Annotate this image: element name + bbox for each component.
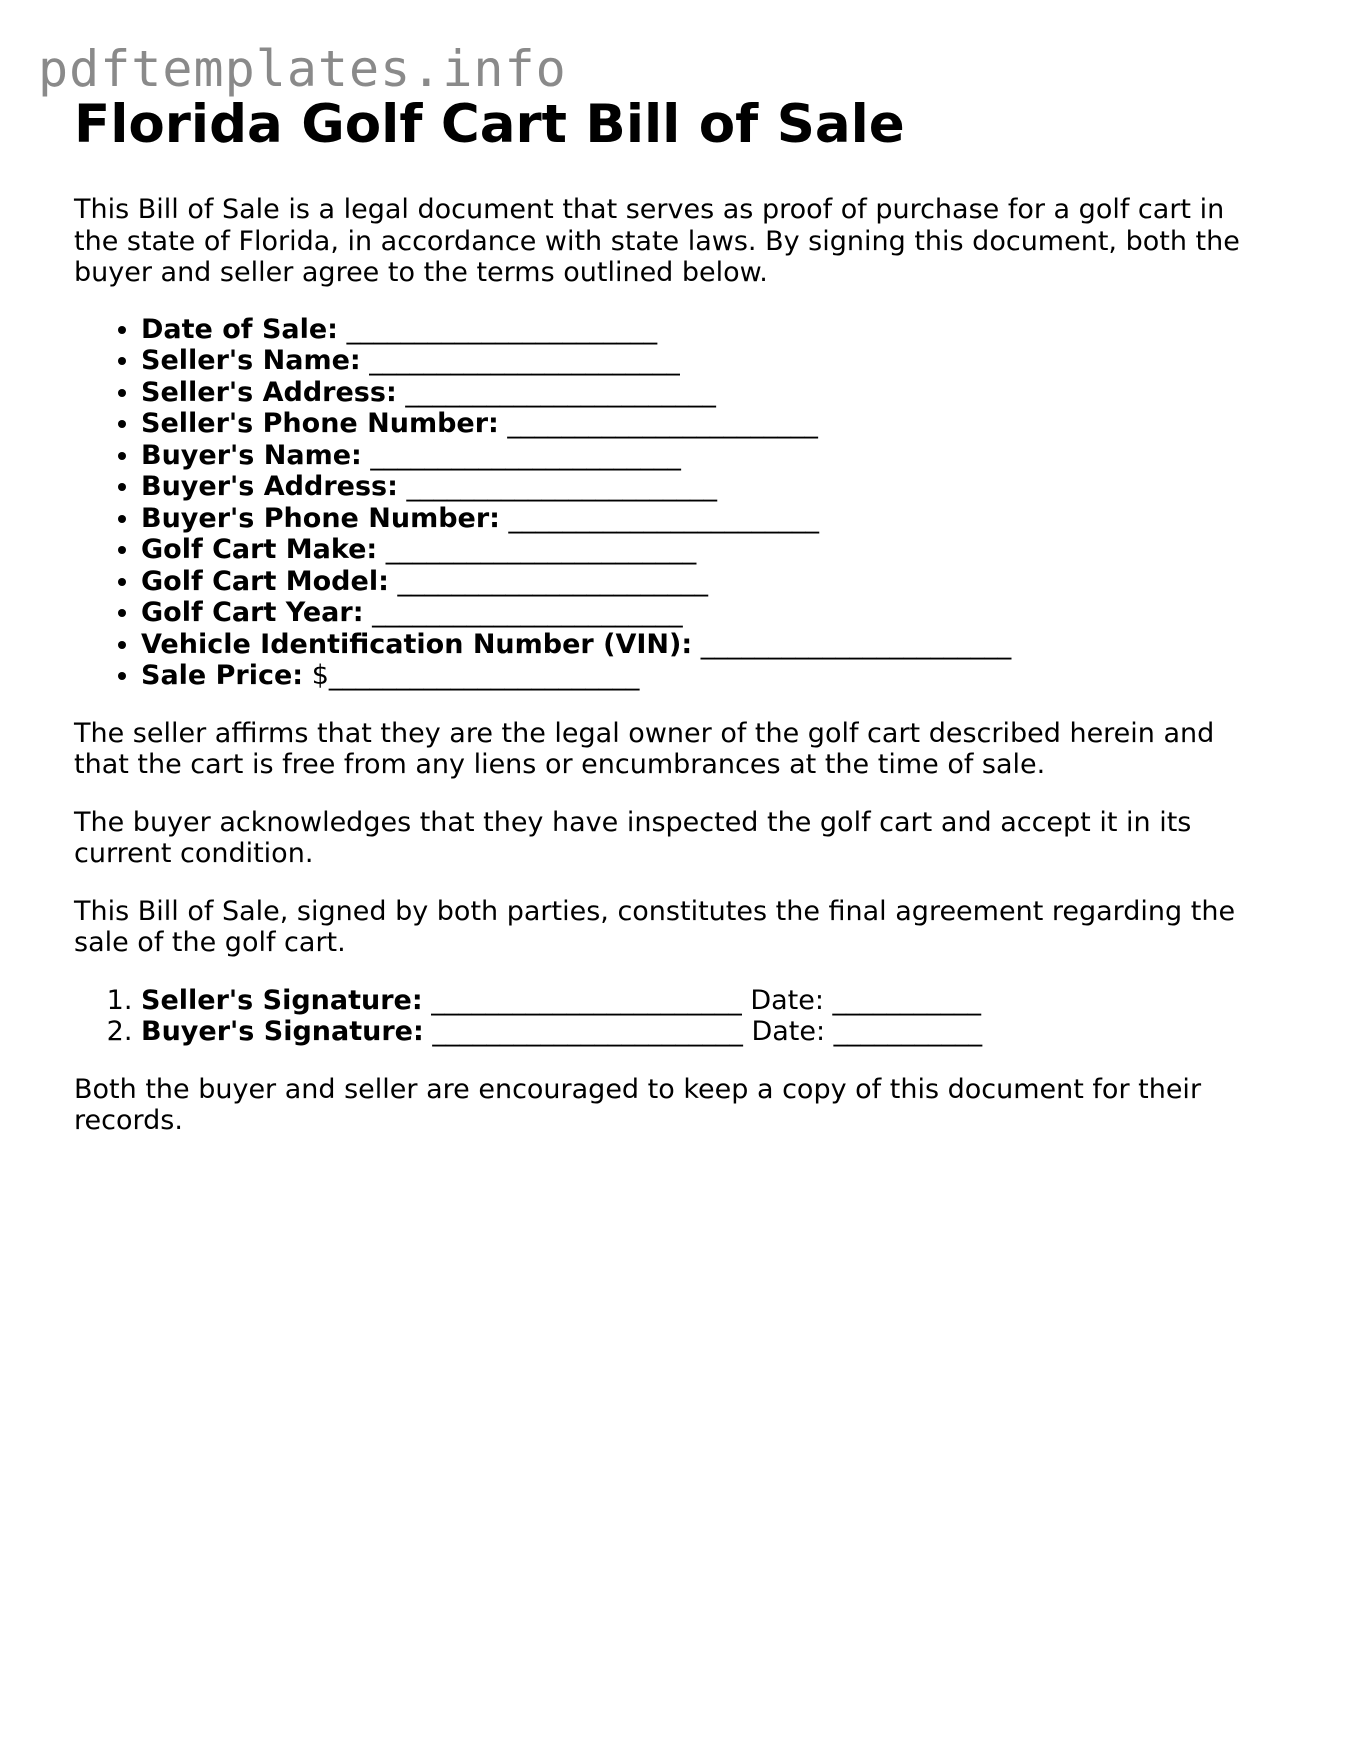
- field-label: Vehicle Identification Number (VIN):: [141, 628, 693, 660]
- field-cart-make: [141, 534, 1274, 566]
- field-seller-name: [141, 345, 1274, 377]
- field-seller-address: [141, 377, 1274, 409]
- field-label: Seller's Name:: [141, 345, 361, 376]
- field-blank: _______________________: [396, 376, 716, 408]
- field-blank: _______________________: [397, 471, 717, 502]
- sale-details-list: [74, 314, 1274, 692]
- signature-label: Buyer's Signature:: [141, 1016, 424, 1047]
- field-label: Sale Price:: [141, 660, 304, 691]
- field-seller-phone: [141, 408, 1274, 440]
- field-cart-model: [141, 566, 1274, 598]
- field-buyer-name: [141, 440, 1274, 472]
- intro-paragraph: This Bill of Sale is a legal document that serves as proof of purchase for a golf cart in the state of Florida, in accordance with state laws. By signing this document, both the buyer and seller agree to the terms outlined below.: [74, 194, 1240, 288]
- field-label: Golf Cart Make:: [141, 534, 378, 565]
- field-label: Buyer's Phone Number:: [141, 502, 500, 534]
- buyer-signature-line: [141, 1016, 1274, 1048]
- field-date-of-sale: [141, 314, 1274, 346]
- agreement-paragraph: This Bill of Sale, signed by both parties, constitutes the final agreement regarding the sale of the golf cart.: [74, 895, 1236, 958]
- field-label: Date of Sale:: [141, 313, 338, 345]
- field-blank: _______________________: [377, 534, 697, 565]
- field-sale-price: [141, 660, 1274, 692]
- field-label: Golf Cart Model:: [141, 565, 389, 597]
- field-label: Buyer's Name:: [141, 439, 362, 471]
- field-buyer-address: [141, 471, 1274, 503]
- field-blank: _______________________: [361, 439, 681, 471]
- field-blank: _______________________: [498, 408, 818, 439]
- seller-signature-line: [141, 985, 1274, 1017]
- field-buyer-phone: [141, 503, 1274, 535]
- field-vin: [141, 629, 1274, 661]
- field-label: Buyer's Address:: [141, 471, 398, 502]
- document-title: Florida Golf Cart Bill of Sale: [74, 94, 905, 155]
- field-blank: _______________________: [499, 502, 820, 534]
- field-label: Seller's Phone Number:: [141, 408, 499, 439]
- signature-list: [74, 985, 1274, 1048]
- field-label: Golf Cart Year:: [141, 597, 364, 628]
- field-blank: _______________________: [388, 565, 708, 597]
- field-blank: _______________________: [692, 628, 1012, 660]
- signature-label: Seller's Signature:: [141, 984, 423, 1016]
- field-blank: _______________________: [360, 345, 680, 376]
- ownership-paragraph: The seller affirms that they are the legal owner of the golf cart described herein and that the cart is free from any liens or encumbrances at the time of sale.: [74, 717, 1215, 780]
- field-cart-year: [141, 597, 1274, 629]
- field-blank: _______________________: [337, 313, 658, 345]
- closing-paragraph: Both the buyer and seller are encouraged to keep a copy of this document for their records.: [74, 1073, 1202, 1136]
- signature-blank: _______________________ Date: ___________: [422, 984, 982, 1016]
- signature-blank: _______________________ Date: ___________: [423, 1016, 983, 1047]
- document-page: [74, 90, 1274, 1137]
- field-blank: _______________________: [363, 597, 683, 628]
- field-blank: $_______________________: [303, 660, 640, 691]
- watermark-text: pdftemplates.info: [38, 40, 567, 98]
- field-label: Seller's Address:: [141, 376, 397, 408]
- inspection-paragraph: The buyer acknowledges that they have inspected the golf cart and accept it in its current condition.: [74, 806, 1192, 869]
